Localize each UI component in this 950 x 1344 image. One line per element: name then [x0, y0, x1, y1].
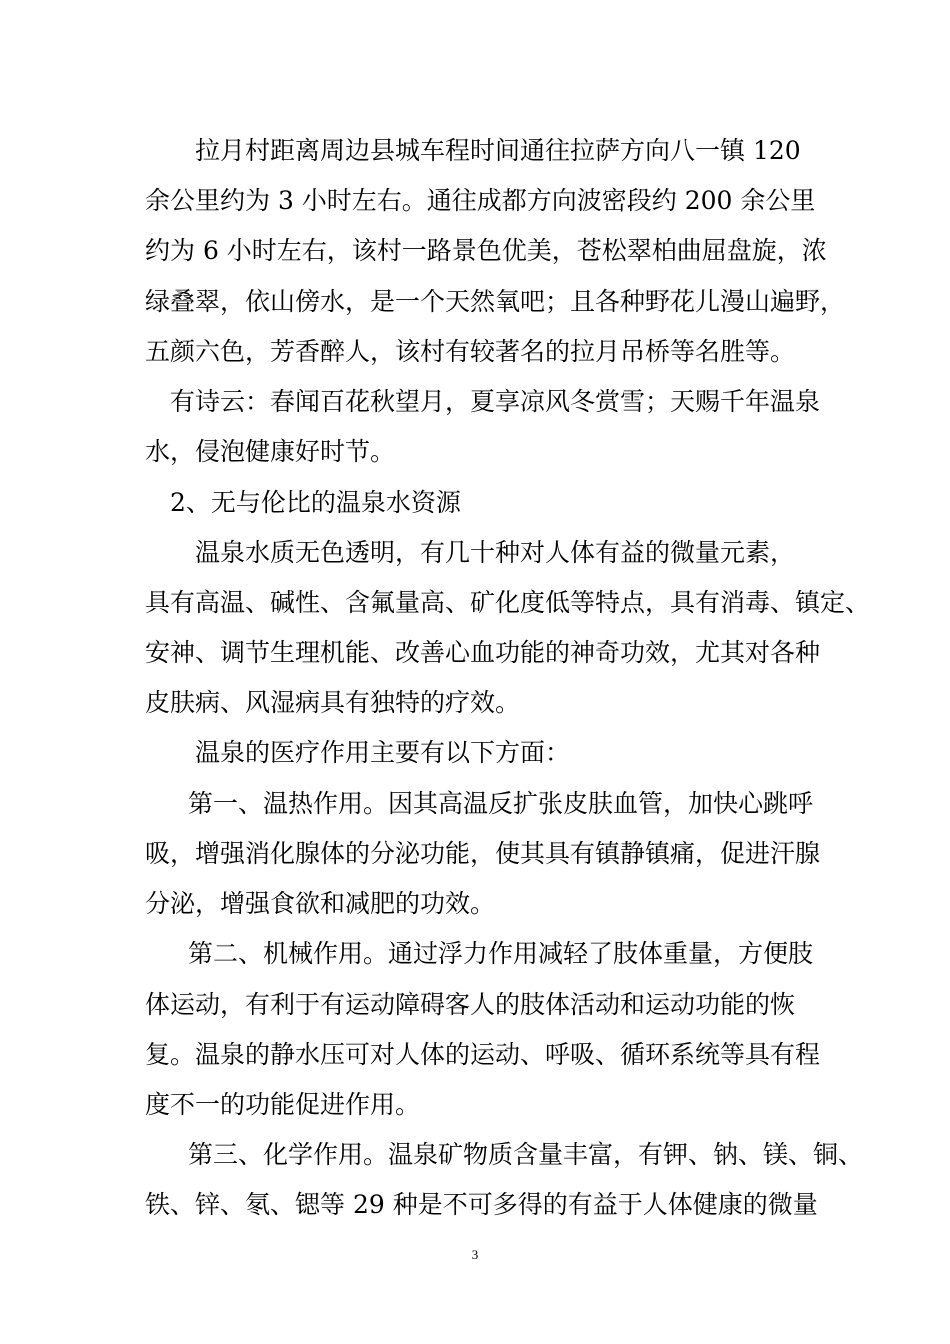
line-2: 余公里约为 3 小时左右。通往成都方向波密段约 200 余公里 — [145, 186, 816, 215]
line-18: 体运动，有利于有运动障碍客人的肢体活动和运动功能的恢 — [145, 990, 796, 1019]
line-9: 温泉水质无色透明，有几十种对人体有益的微量元素， — [195, 538, 796, 567]
line-5: 五颜六色，芳香醉人，该村有较著名的拉月吊桥等名胜等。 — [145, 337, 796, 366]
line-8: 2、无与伦比的温泉水资源 — [170, 488, 461, 517]
line-11: 安神、调节生理机能、改善心血功能的神奇功效，尤其对各种 — [145, 638, 821, 667]
line-7: 水，侵泡健康好时节。 — [145, 437, 396, 466]
line-13: 温泉的医疗作用主要有以下方面： — [195, 738, 571, 767]
line-12: 皮肤病、风湿病具有独特的疗效。 — [145, 688, 521, 717]
line-21: 第三、化学作用。温泉矿物质含量丰富，有钾、钠、镁、铜、 — [188, 1140, 864, 1169]
line-15: 吸，增强消化腺体的分泌功能，使其具有镇静镇痛，促进汗腺 — [145, 839, 821, 868]
line-4: 绿叠翠，依山傍水，是一个天然氧吧；且各种野花儿漫山遍野， — [145, 287, 846, 316]
line-14: 第一、温热作用。因其高温反扩张皮肤血管，加快心跳呼 — [188, 789, 814, 818]
line-10: 具有高温、碱性、含氟量高、矿化度低等特点，具有消毒、镇定、 — [145, 588, 871, 617]
line-22: 铁、锌、氡、锶等 29 种是不可多得的有益于人体健康的微量 — [145, 1190, 818, 1219]
page-number: 3 — [471, 1247, 479, 1262]
line-19: 复。温泉的静水压可对人体的运动、呼吸、循环系统等具有程 — [145, 1040, 821, 1069]
line-3: 约为 6 小时左右，该村一路景色优美，苍松翠柏曲屈盘旋，浓 — [145, 236, 827, 265]
line-17: 第二、机械作用。通过浮力作用减轻了肢体重量，方便肢 — [188, 939, 814, 968]
line-20: 度不一的功能促进作用。 — [145, 1090, 421, 1119]
line-6: 有诗云：春闻百花秋望月，夏享凉风冬赏雪；天赐千年温泉 — [170, 387, 821, 416]
line-1: 拉月村距离周边县城车程时间通往拉萨方向八一镇 120 — [195, 136, 801, 165]
line-16: 分泌，增强食欲和减肥的功效。 — [145, 889, 496, 918]
